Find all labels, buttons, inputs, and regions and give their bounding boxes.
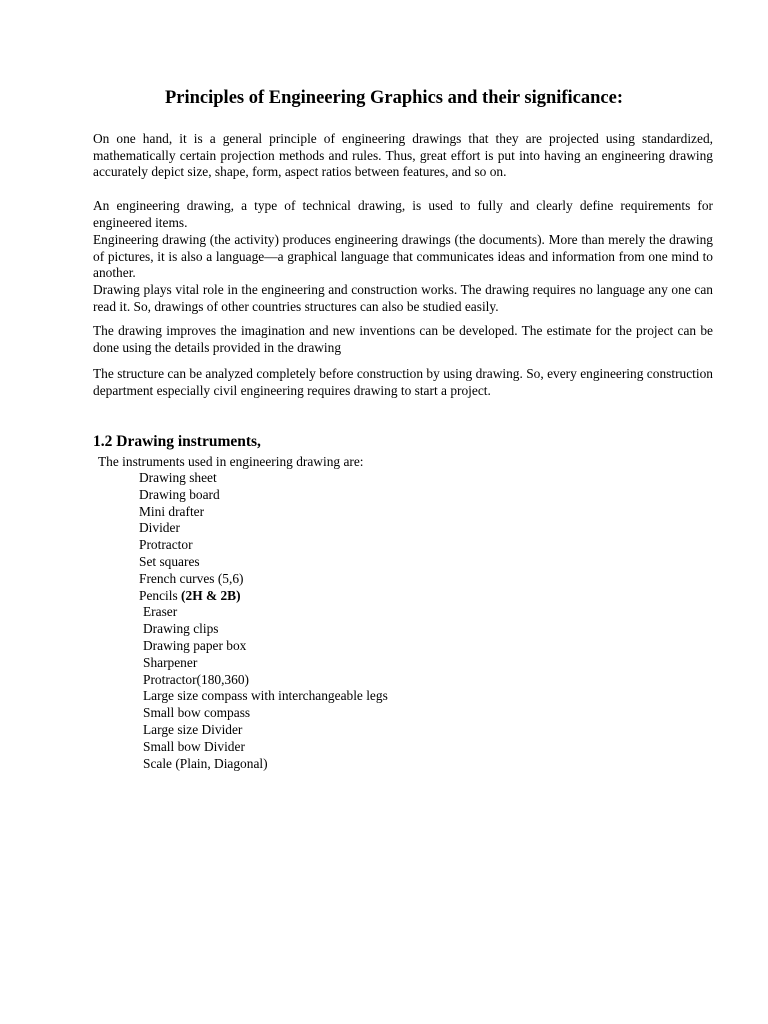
paragraph-projection-principles: On one hand, it is a general principle of engineering drawings that they are projected using standardized, mathematically certain projection methods and rules. Thus, great effort is put into having an engineering drawing accurately depict size, shape, form, aspect ratios between features, and so on. <box>93 131 713 180</box>
list-item: Large size Divider <box>143 721 243 737</box>
list-item: Scale (Plain, Diagonal) <box>143 755 268 771</box>
list-item: French curves (5,6) <box>139 570 244 586</box>
pencils-grades: (2H & 2B) <box>181 587 241 603</box>
list-item: Protractor(180,360) <box>143 671 249 687</box>
list-item: Drawing board <box>139 486 220 502</box>
list-item: Protractor <box>139 537 193 553</box>
paragraph-technical-drawing-definition: An engineering drawing, a type of technical drawing, is used to fully and clearly define requirements for engineered items. <box>93 198 713 230</box>
list-item: Eraser <box>143 604 178 620</box>
list-item: Drawing paper box <box>143 637 247 653</box>
paragraph-structure-analysis: The structure can be analyzed completely before construction by using drawing. So, every engineering construction department especially civil engineering requires drawing to start a project. <box>93 366 713 398</box>
list-item: Small bow compass <box>143 705 251 721</box>
paragraph-imagination: The drawing improves the imagination and new inventions can be developed. The estimate for the project can be done using the details provided in the drawing <box>93 323 713 355</box>
section-heading: 1.2 Drawing instruments, <box>93 433 261 450</box>
page-title: Principles of Engineering Graphics and their significance: <box>164 88 624 108</box>
paragraph-vital-role: Drawing plays vital role in the engineering and construction works. The drawing requires no language any one can read it. So, drawings of other countries structures can also be studied easily. <box>93 282 713 314</box>
list-item-pencils <box>139 588 388 605</box>
paragraph-graphical-language: Engineering drawing (the activity) produces engineering drawings (the documents). More than merely the drawing of pictures, it is also a language—a graphical language that communicates ideas and information from one mind to another. <box>93 232 713 281</box>
list-item: Large size compass with interchangeable legs <box>143 688 388 704</box>
list-item: Drawing sheet <box>139 470 217 485</box>
list-item: Drawing clips <box>143 621 219 637</box>
list-item: Sharpener <box>143 654 198 670</box>
instrument-list <box>139 470 388 772</box>
list-item: Mini drafter <box>139 503 205 519</box>
list-item: Divider <box>139 520 180 536</box>
list-item: Small bow Divider <box>143 738 245 754</box>
section-intro: The instruments used in engineering drawing are: <box>98 454 364 469</box>
pencils-label: Pencils <box>139 587 178 603</box>
list-item: Set squares <box>139 553 200 569</box>
